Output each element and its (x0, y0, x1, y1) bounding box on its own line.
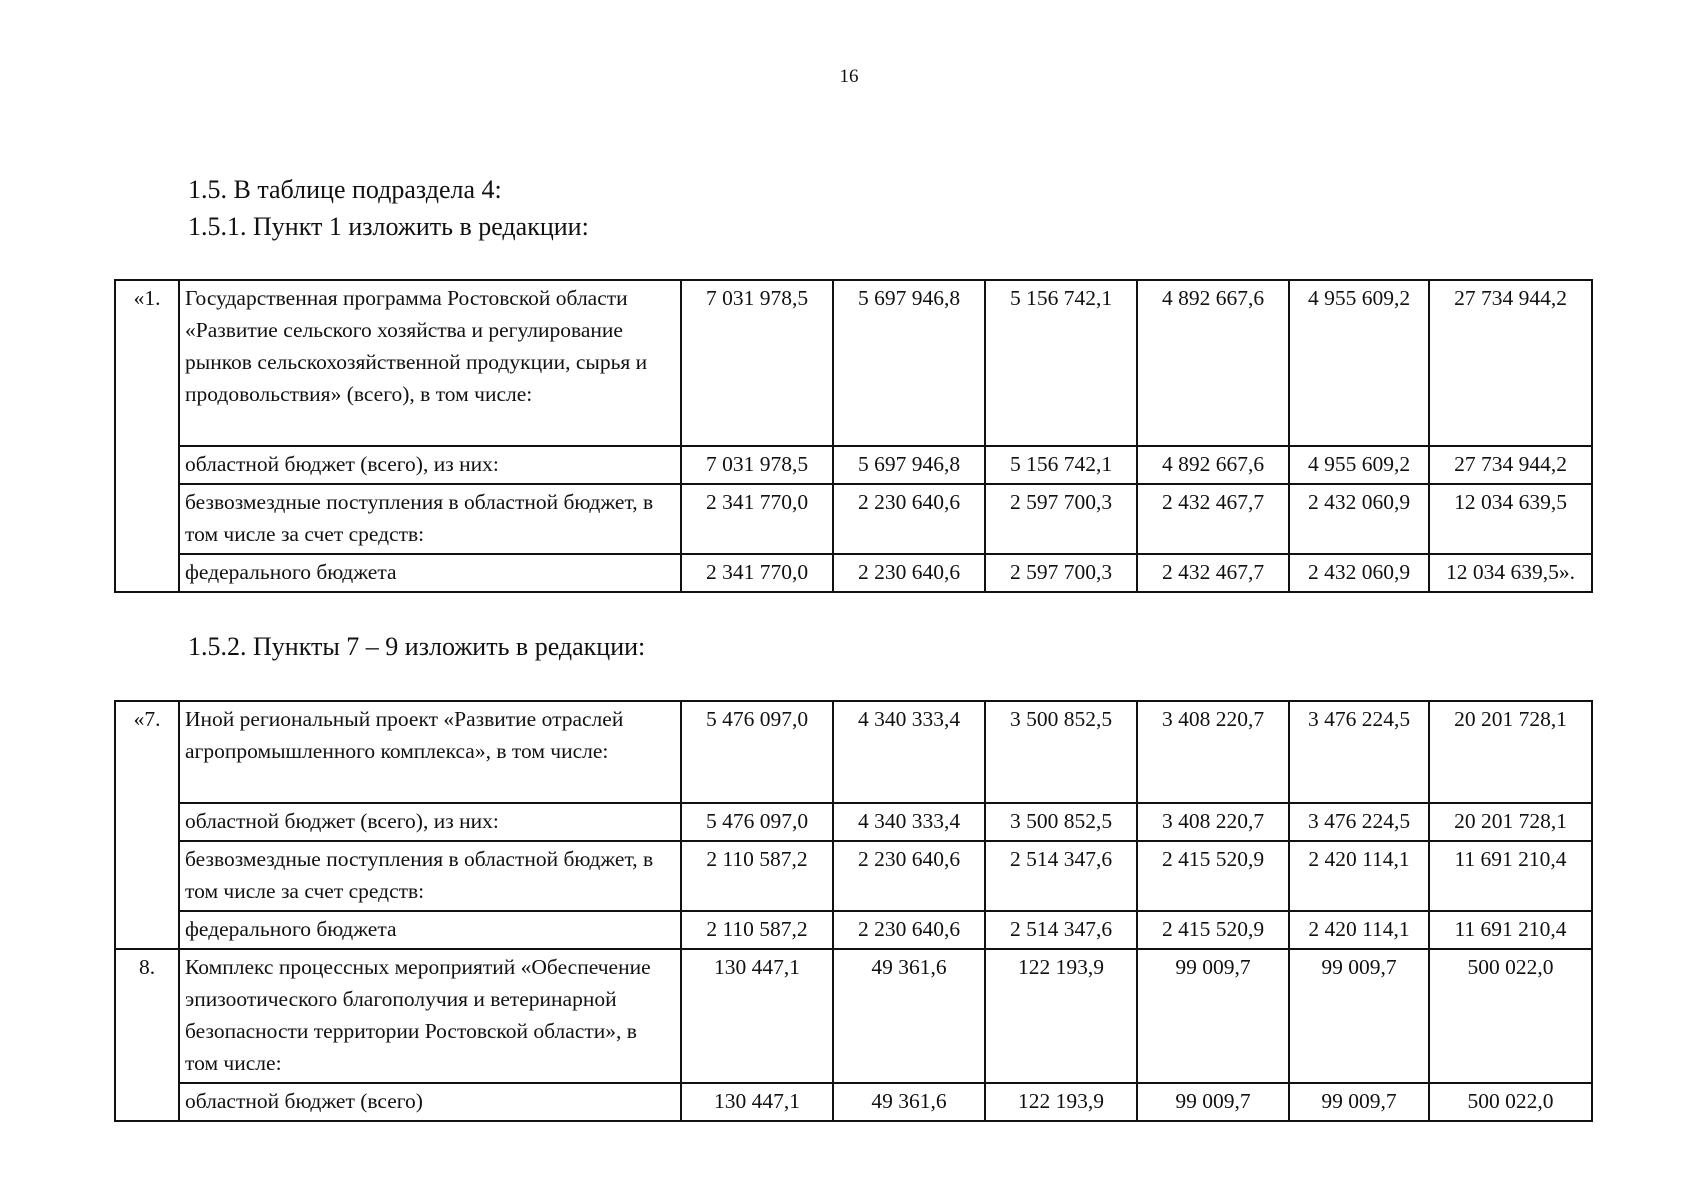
table-row (115, 701, 1592, 803)
value-cell: 7 031 978,5 (681, 280, 833, 446)
value-cell: 5 156 742,1 (985, 446, 1137, 484)
value-cell: 49 361,6 (833, 949, 985, 1083)
value-cell: 4 955 609,2 (1289, 280, 1429, 446)
value-cell: 3 500 852,5 (985, 803, 1137, 841)
value-cell: 49 361,6 (833, 1083, 985, 1121)
value-cell: 2 432 060,9 (1289, 484, 1429, 554)
item-number: «7. (115, 701, 179, 949)
value-cell: 20 201 728,1 (1429, 803, 1592, 841)
table-row (115, 803, 1592, 841)
item-number: 8. (115, 949, 179, 1121)
value-cell: 2 514 347,6 (985, 841, 1137, 911)
value-cell: 2 230 640,6 (833, 911, 985, 949)
value-cell: 4 955 609,2 (1289, 446, 1429, 484)
value-cell: 2 230 640,6 (833, 484, 985, 554)
value-cell: 5 476 097,0 (681, 701, 833, 803)
value-cell: 130 447,1 (681, 1083, 833, 1121)
value-cell: 500 022,0 (1429, 1083, 1592, 1121)
value-cell: 5 697 946,8 (833, 446, 985, 484)
value-cell: 2 415 520,9 (1137, 911, 1289, 949)
budget-table-items-7-9 (114, 700, 1593, 1122)
value-cell: 7 031 978,5 (681, 446, 833, 484)
value-cell: 5 156 742,1 (985, 280, 1137, 446)
table-row (115, 484, 1592, 554)
value-cell: 4 340 333,4 (833, 803, 985, 841)
value-cell: 2 110 587,2 (681, 841, 833, 911)
table-row (115, 911, 1592, 949)
value-cell: 5 476 097,0 (681, 803, 833, 841)
value-cell: 3 500 852,5 (985, 701, 1137, 803)
row-label: Иной региональный проект «Развитие отраслей агропромышленного комплекса», в том числе: (179, 701, 681, 803)
value-cell: 122 193,9 (985, 1083, 1137, 1121)
value-cell: 5 697 946,8 (833, 280, 985, 446)
row-label: безвозмездные поступления в областной бюджет, в том числе за счет средств: (179, 841, 681, 911)
value-cell: 2 420 114,1 (1289, 911, 1429, 949)
value-cell: 2 432 467,7 (1137, 554, 1289, 592)
value-cell: 2 341 770,0 (681, 554, 833, 592)
item-number: «1. (115, 280, 179, 592)
value-cell: 99 009,7 (1137, 949, 1289, 1083)
value-cell: 3 408 220,7 (1137, 701, 1289, 803)
row-label: федерального бюджета (179, 911, 681, 949)
value-cell: 2 230 640,6 (833, 554, 985, 592)
value-cell: 3 476 224,5 (1289, 803, 1429, 841)
value-cell: 2 110 587,2 (681, 911, 833, 949)
value-cell: 4 892 667,6 (1137, 280, 1289, 446)
value-cell: 500 022,0 (1429, 949, 1592, 1083)
value-cell: 99 009,7 (1289, 949, 1429, 1083)
value-cell: 2 432 060,9 (1289, 554, 1429, 592)
table-row (115, 841, 1592, 911)
table-row (115, 1083, 1592, 1121)
heading-item-1-5-1: 1.5.1. Пункт 1 изложить в редакции: (188, 212, 589, 241)
value-cell: 11 691 210,4 (1429, 841, 1592, 911)
value-cell: 2 420 114,1 (1289, 841, 1429, 911)
value-cell: 130 447,1 (681, 949, 833, 1083)
value-cell: 2 597 700,3 (985, 554, 1137, 592)
value-cell: 20 201 728,1 (1429, 701, 1592, 803)
row-label: областной бюджет (всего), из них: (179, 803, 681, 841)
value-cell: 99 009,7 (1289, 1083, 1429, 1121)
value-cell: 27 734 944,2 (1429, 446, 1592, 484)
page-number: 16 (839, 66, 859, 87)
value-cell: 2 341 770,0 (681, 484, 833, 554)
row-label: областной бюджет (всего) (179, 1083, 681, 1121)
table-row (115, 280, 1592, 446)
table-row (115, 446, 1592, 484)
value-cell: 3 476 224,5 (1289, 701, 1429, 803)
row-label: безвозмездные поступления в областной бюджет, в том числе за счет средств: (179, 484, 681, 554)
value-cell: 3 408 220,7 (1137, 803, 1289, 841)
value-cell: 2 514 347,6 (985, 911, 1137, 949)
value-cell: 4 892 667,6 (1137, 446, 1289, 484)
value-cell: 2 230 640,6 (833, 841, 985, 911)
value-cell: 4 340 333,4 (833, 701, 985, 803)
row-label: Государственная программа Ростовской области «Развитие сельского хозяйства и регулирование рынков сельскохозяйственной продукции, сырья и продовольствия» (всего), в том числе: (179, 280, 681, 446)
value-cell: 2 597 700,3 (985, 484, 1137, 554)
row-label: Комплекс процессных мероприятий «Обеспечение эпизоотического благополучия и ветеринарной безопасности территории Ростовской области», в том числе: (179, 949, 681, 1083)
heading-section-1-5: 1.5. В таблице подраздела 4: (188, 175, 502, 204)
row-label: областной бюджет (всего), из них: (179, 446, 681, 484)
value-cell: 2 415 520,9 (1137, 841, 1289, 911)
value-cell: 122 193,9 (985, 949, 1137, 1083)
value-cell: 99 009,7 (1137, 1083, 1289, 1121)
value-cell: 27 734 944,2 (1429, 280, 1592, 446)
table-row (115, 554, 1592, 592)
table-row (115, 949, 1592, 1083)
budget-table-item-1 (114, 279, 1593, 593)
heading-item-1-5-2: 1.5.2. Пункты 7 – 9 изложить в редакции: (188, 632, 646, 661)
value-cell: 11 691 210,4 (1429, 911, 1592, 949)
value-cell: 2 432 467,7 (1137, 484, 1289, 554)
value-cell: 12 034 639,5». (1429, 554, 1592, 592)
value-cell: 12 034 639,5 (1429, 484, 1592, 554)
row-label: федерального бюджета (179, 554, 681, 592)
